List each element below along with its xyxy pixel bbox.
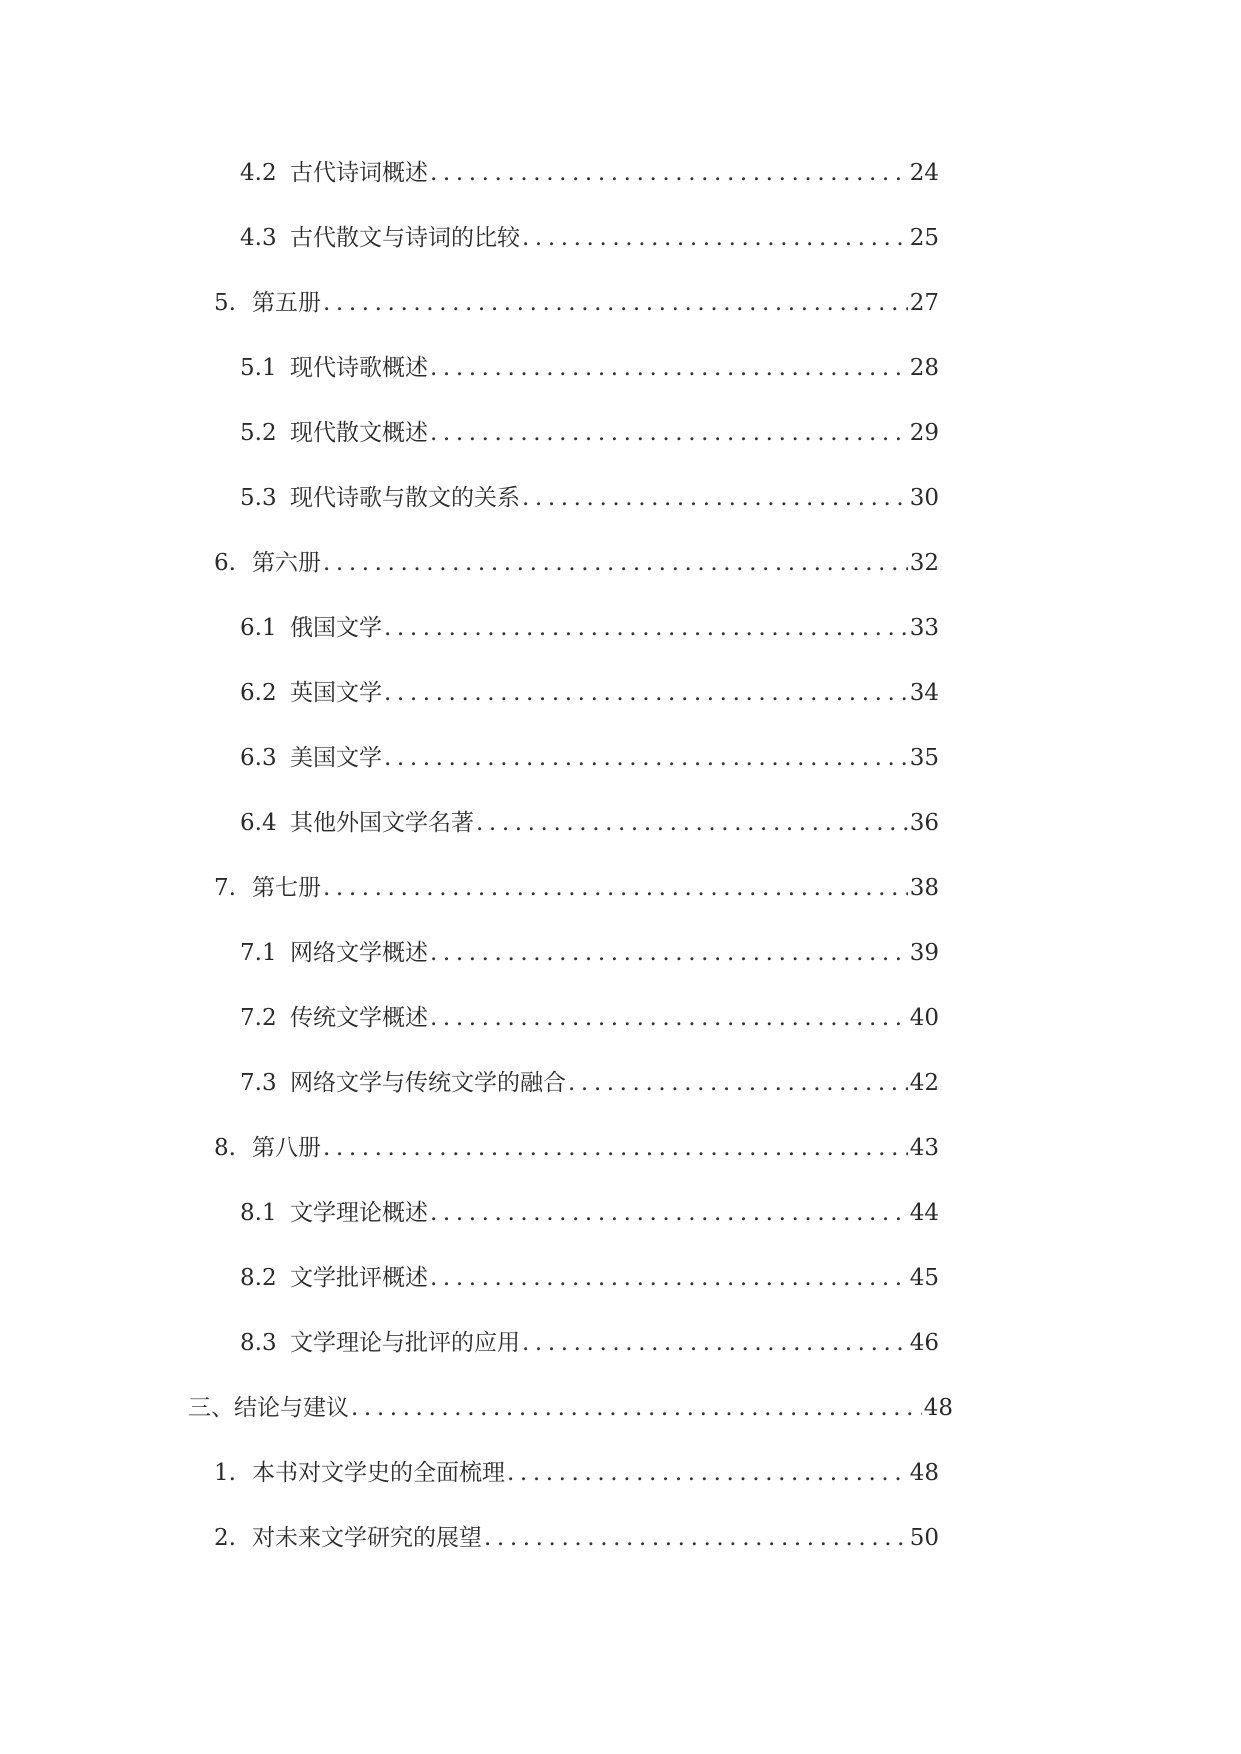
toc-entry-number: 8.2 <box>240 1264 277 1291</box>
toc-entry-title: 网络文学与传统文学的融合 <box>290 1069 566 1096</box>
toc-entry-title: 本书对文学史的全面梳理 <box>252 1459 505 1486</box>
toc-entry-title: 网络文学概述 <box>290 939 428 966</box>
toc-entry[interactable] <box>0 1310 939 1375</box>
toc-entry[interactable] <box>0 1180 939 1245</box>
toc-entry-number: 8. <box>214 1134 236 1161</box>
toc-entry-title: 古代诗词概述 <box>290 159 428 186</box>
toc-entry-page: 33 <box>909 614 939 641</box>
toc-entry-page: 44 <box>909 1199 939 1226</box>
toc-entry[interactable] <box>0 335 939 400</box>
toc-entry-number: 1. <box>214 1459 236 1486</box>
toc-entry-page: 48 <box>923 1394 953 1421</box>
dot-leader <box>430 1198 908 1228</box>
toc-entry-title: 美国文学 <box>290 744 382 771</box>
toc-entry-page: 46 <box>909 1329 939 1356</box>
toc-entry[interactable] <box>0 1505 939 1570</box>
toc-entry-title: 古代散文与诗词的比较 <box>290 224 520 251</box>
toc-entry-title: 文学理论与批评的应用 <box>290 1329 520 1356</box>
toc-entry-page: 45 <box>909 1264 939 1291</box>
toc-entry-title: 现代诗歌与散文的关系 <box>290 484 520 511</box>
toc-entry-title: 现代诗歌概述 <box>290 354 428 381</box>
toc-entry-page: 40 <box>909 1004 939 1031</box>
dot-leader <box>384 678 908 708</box>
toc-entry-number: 6.1 <box>240 614 277 641</box>
toc-entry-page: 36 <box>909 809 939 836</box>
table-of-contents <box>0 140 1241 1570</box>
toc-entry-title: 第六册 <box>252 549 321 576</box>
toc-entry-page: 24 <box>909 159 939 186</box>
toc-entry-number: 4.3 <box>240 224 277 251</box>
toc-entry[interactable] <box>0 1115 939 1180</box>
toc-entry[interactable] <box>0 1440 939 1505</box>
toc-entry-title: 文学批评概述 <box>290 1264 428 1291</box>
toc-entry[interactable] <box>0 1050 939 1115</box>
toc-entry-number: 6.2 <box>240 679 277 706</box>
dot-leader <box>522 483 908 513</box>
dot-leader <box>323 548 908 578</box>
dot-leader <box>484 1523 908 1553</box>
toc-entry-page: 30 <box>909 484 939 511</box>
toc-entry-page: 48 <box>909 1459 939 1486</box>
toc-entry[interactable] <box>0 1245 939 1310</box>
dot-leader <box>323 288 908 318</box>
toc-entry[interactable] <box>0 400 939 465</box>
dot-leader <box>430 1263 908 1293</box>
toc-entry[interactable] <box>0 920 939 985</box>
toc-entry-title: 第七册 <box>252 874 321 901</box>
toc-entry[interactable] <box>0 660 939 725</box>
toc-entry-number: 5. <box>214 289 236 316</box>
toc-entry-page: 50 <box>909 1524 939 1551</box>
toc-entry-number: 8.3 <box>240 1329 277 1356</box>
dot-leader <box>430 1003 908 1033</box>
toc-entry-number: 7.1 <box>240 939 277 966</box>
toc-entry-number: 7.2 <box>240 1004 277 1031</box>
toc-entry[interactable] <box>0 465 939 530</box>
toc-entry[interactable] <box>0 725 939 790</box>
toc-entry-page: 43 <box>909 1134 939 1161</box>
dot-leader <box>522 223 908 253</box>
toc-entry[interactable] <box>0 205 939 270</box>
toc-entry-page: 28 <box>909 354 939 381</box>
toc-entry-number: 7.3 <box>240 1069 277 1096</box>
dot-leader <box>522 1328 908 1358</box>
toc-entry-title: 英国文学 <box>290 679 382 706</box>
toc-entry[interactable] <box>0 530 939 595</box>
toc-entry-number: 4.2 <box>240 159 277 186</box>
toc-entry-number: 三、 <box>188 1394 234 1421</box>
dot-leader <box>476 808 908 838</box>
dot-leader <box>430 158 908 188</box>
toc-entry-number: 5.3 <box>240 484 277 511</box>
toc-entry[interactable] <box>0 595 939 660</box>
dot-leader <box>351 1393 922 1423</box>
toc-entry-number: 5.2 <box>240 419 277 446</box>
dot-leader <box>430 938 908 968</box>
toc-entry-number: 6. <box>214 549 236 576</box>
toc-entry-title: 第五册 <box>252 289 321 316</box>
toc-entry-number: 2. <box>214 1524 236 1551</box>
toc-entry[interactable] <box>0 790 939 855</box>
dot-leader <box>507 1458 908 1488</box>
toc-entry-page: 32 <box>909 549 939 576</box>
toc-entry-page: 27 <box>909 289 939 316</box>
toc-entry-page: 34 <box>909 679 939 706</box>
toc-entry-title: 传统文学概述 <box>290 1004 428 1031</box>
toc-entry-number: 6.4 <box>240 809 277 836</box>
toc-entry-page: 39 <box>909 939 939 966</box>
dot-leader <box>384 613 908 643</box>
toc-entry-title: 文学理论概述 <box>290 1199 428 1226</box>
toc-entry-title: 第八册 <box>252 1134 321 1161</box>
toc-entry[interactable] <box>0 1375 953 1440</box>
toc-entry-title: 其他外国文学名著 <box>290 809 474 836</box>
dot-leader <box>323 873 908 903</box>
toc-entry-page: 38 <box>909 874 939 901</box>
toc-entry[interactable] <box>0 270 939 335</box>
toc-entry[interactable] <box>0 855 939 920</box>
toc-entry-number: 7. <box>214 874 236 901</box>
dot-leader <box>568 1068 908 1098</box>
dot-leader <box>384 743 908 773</box>
dot-leader <box>323 1133 908 1163</box>
toc-entry-title: 对未来文学研究的展望 <box>252 1524 482 1551</box>
toc-entry-page: 29 <box>909 419 939 446</box>
toc-entry-title: 俄国文学 <box>290 614 382 641</box>
toc-entry-page: 25 <box>909 224 939 251</box>
dot-leader <box>430 353 908 383</box>
toc-entry-title: 结论与建议 <box>234 1394 349 1421</box>
toc-entry[interactable] <box>0 140 939 205</box>
toc-entry-number: 6.3 <box>240 744 277 771</box>
dot-leader <box>430 418 908 448</box>
toc-entry-page: 42 <box>909 1069 939 1096</box>
toc-entry-number: 8.1 <box>240 1199 277 1226</box>
toc-entry-page: 35 <box>909 744 939 771</box>
toc-entry-number: 5.1 <box>240 354 277 381</box>
toc-entry-title: 现代散文概述 <box>290 419 428 446</box>
toc-entry[interactable] <box>0 985 939 1050</box>
